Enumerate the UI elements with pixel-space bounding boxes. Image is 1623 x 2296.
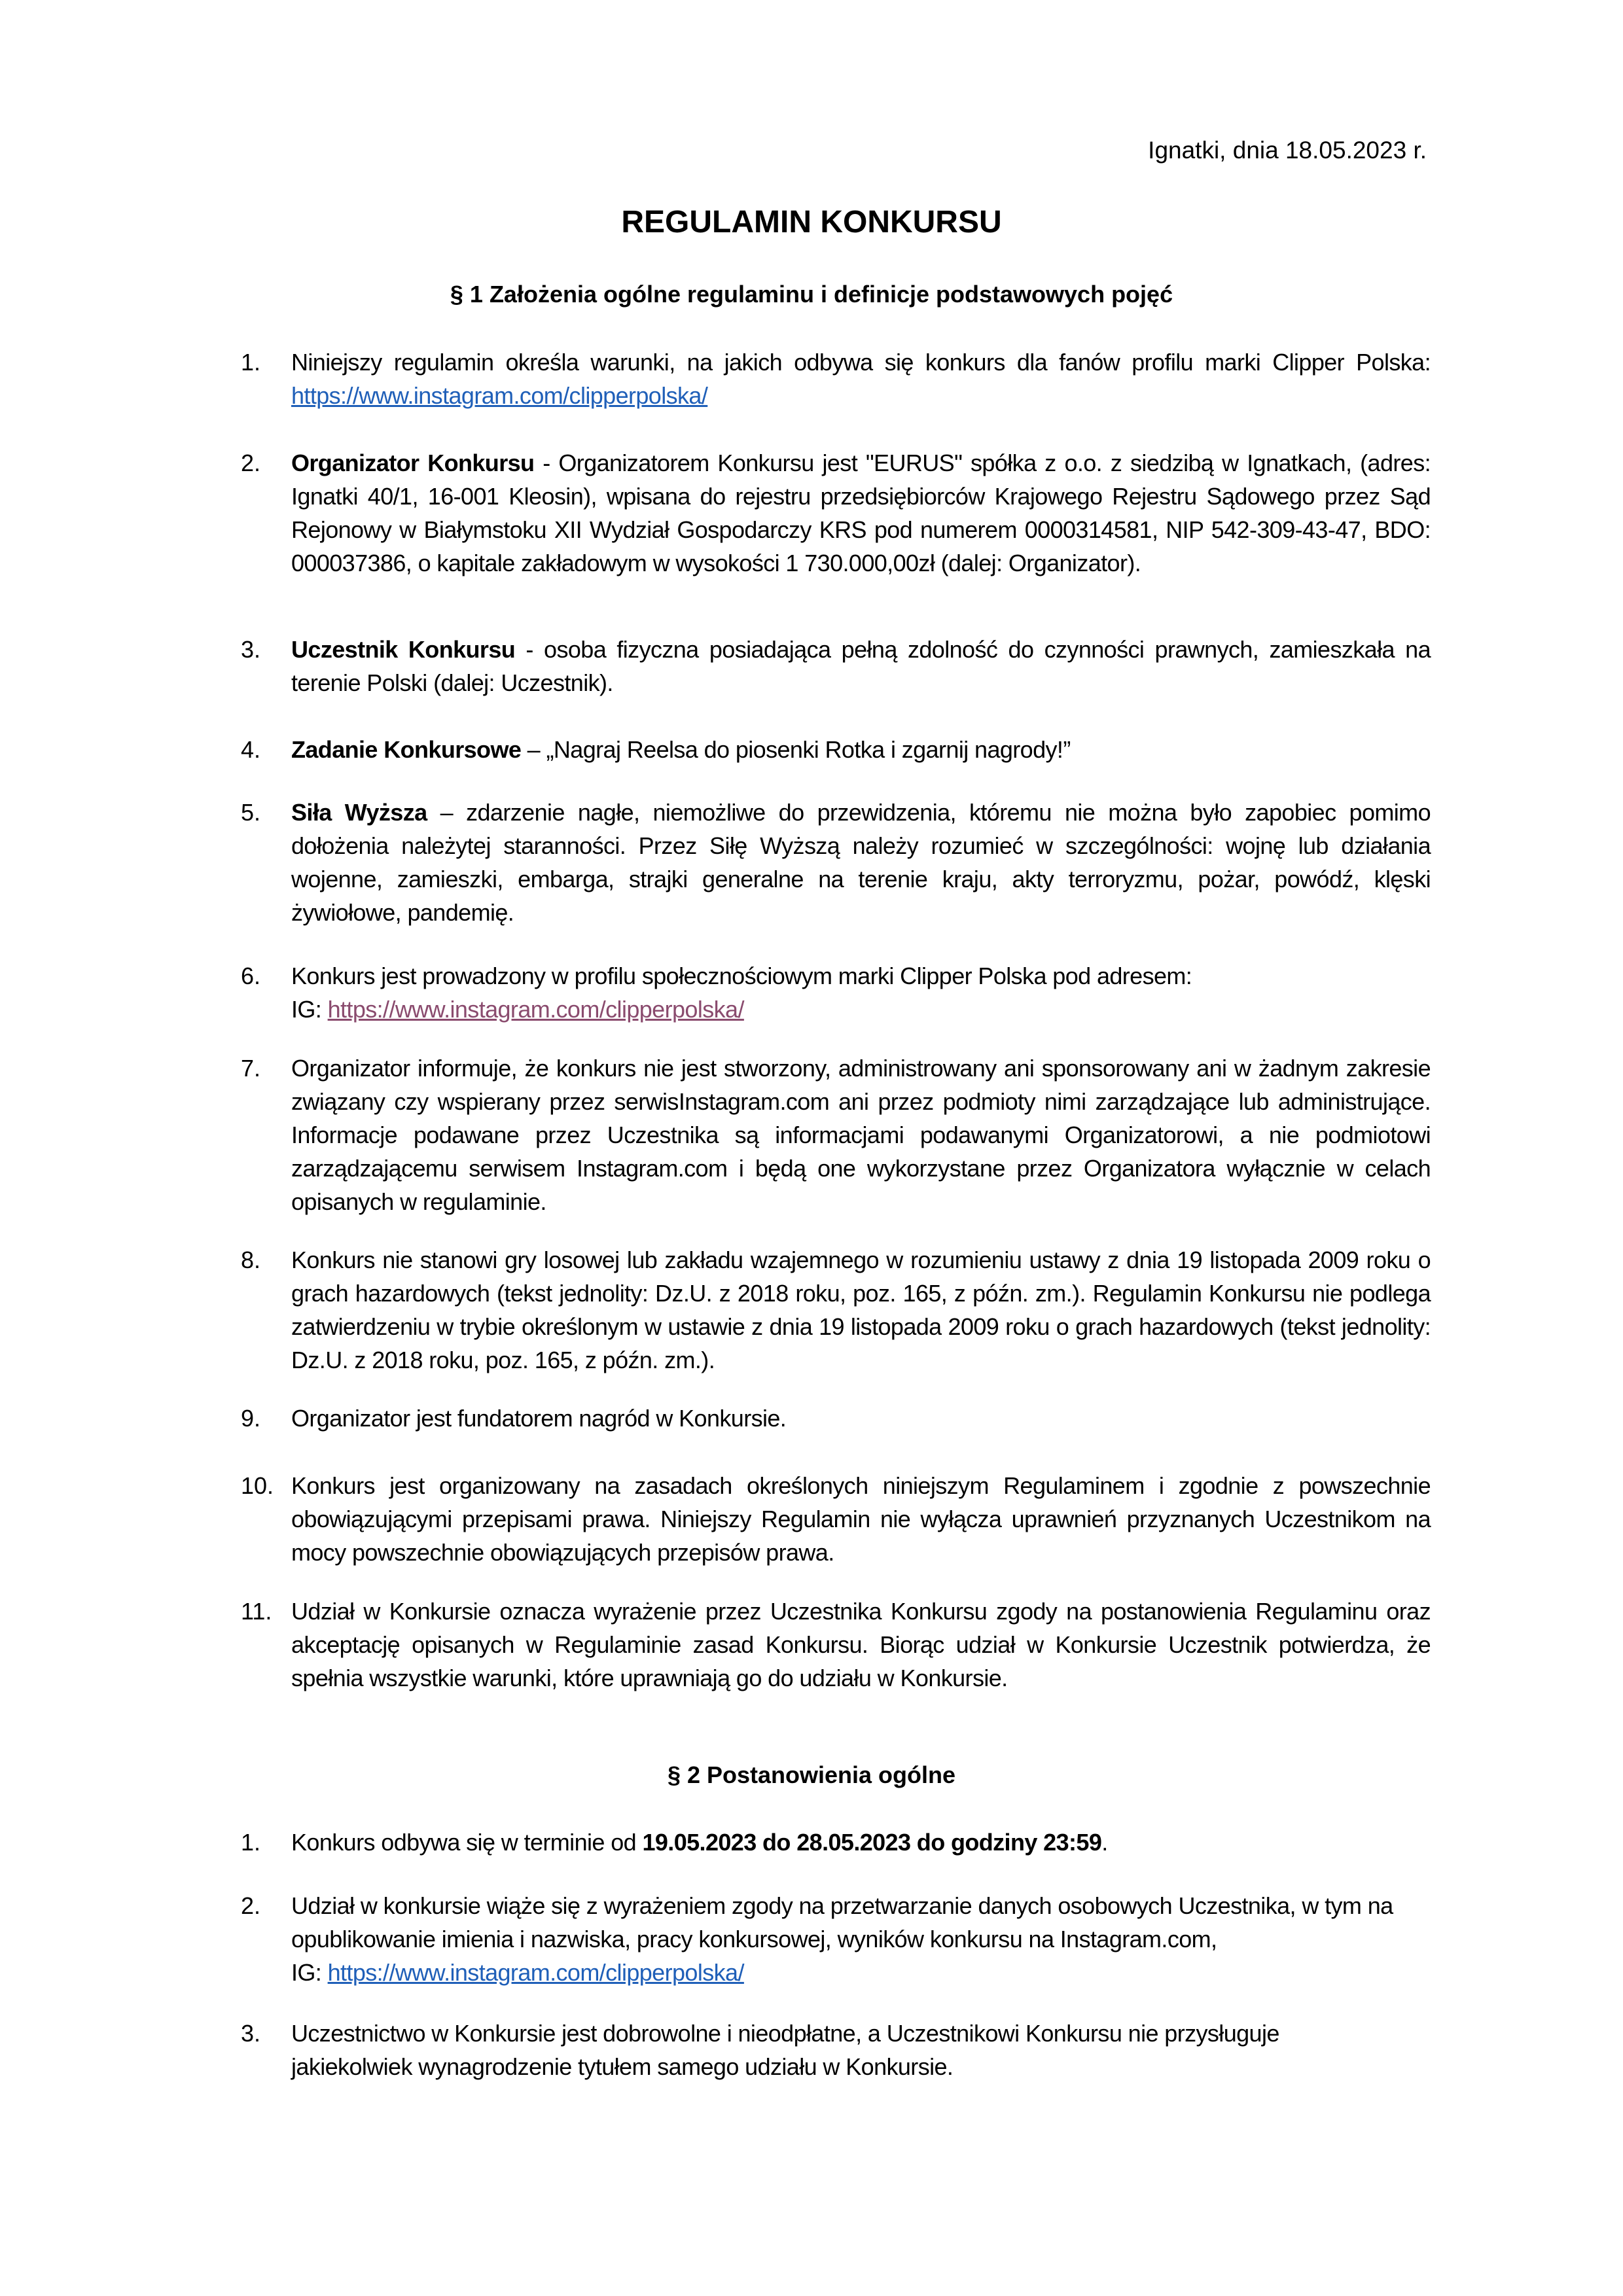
item-text: Niniejszy regulamin określa warunki, na jakich odbywa się konkurs dla fanów profilu marki Clipper Polska: https://www.instagram.com/clipperpolska/	[291, 349, 1431, 409]
place-and-date: Ignatki, dnia 18.05.2023 r.	[1148, 137, 1427, 164]
term: Uczestnik Konkursu	[291, 636, 516, 663]
item-text: Udział w konkursie wiąże się z wyrażeniem zgody na przetwarzanie danych osobowych Uczestnika, w tym na opublikowanie imienia i nazwiska, pracy konkursowej, wyników konkursu na Instagram.com, IG: https://www.instagram.com/clipperpolska/	[291, 1892, 1393, 1986]
item-number: 11.	[241, 1598, 272, 1625]
item-number: 8.	[241, 1246, 261, 1273]
section-2-heading: § 2 Postanowienia ogólne	[667, 1761, 956, 1788]
item-number: 2.	[241, 1892, 261, 1919]
item-text: Udział w Konkursie oznacza wyrażenie przez Uczestnika Konkursu zgody na postanowienia Regulaminu oraz akceptację opisanych w Regulaminie zasad Konkursu. Biorąc udział w Konkursie Uczestnik potwierdza, że spełnia wszystkie warunki, które uprawniają go do udziału w Konkursie.	[291, 1598, 1431, 1691]
document-title: REGULAMIN KONKURSU	[621, 205, 1002, 239]
item-number: 5.	[241, 799, 261, 826]
instagram-link[interactable]: https://www.instagram.com/clipperpolska/	[291, 382, 708, 409]
item-number: 10.	[241, 1472, 274, 1499]
item-text: Konkurs jest prowadzony w profilu społecznościowym marki Clipper Polska pod adresem: IG: https://www.instagram.com/clipperpolska/	[291, 963, 1192, 1023]
item-text: Organizator Konkursu - Organizatorem Konkursu jest "EURUS" spółka z o.o. z siedzibą w Ignatkach, (adres: Ignatki 40/1, 16-001 Kleosin), wpisana do rejestru przedsiębiorców Krajowego Rejestru Sądowego przez Sąd Rejonowy w Białymstoku XII Wydział Gospodarczy KRS pod numerem 0000314581, NIP 542-309-43-47, BDO: 000037386, o kapitale zakładowym w wysokości 1 730.000,00zł (dalej: Organizator).	[291, 450, 1431, 576]
item-text: Organizator jest fundatorem nagród w Konkursie.	[291, 1405, 787, 1432]
item-number: 1.	[241, 1829, 261, 1856]
item-text: Konkurs nie stanowi gry losowej lub zakładu wzajemnego w rozumieniu ustawy z dnia 19 listopada 2009 roku o grach hazardowych (tekst jednolity: Dz.U. z 2018 roku, poz. 165, z późn. zm.). Regulamin Konkursu nie podlega zatwierdzeniu w trybie określonym w ustawie z dnia 19 listopada 2009 roku o grach hazardowych (tekst jednolity: Dz.U. z 2018 roku, poz. 165, z późn. zm.).	[291, 1246, 1431, 1373]
item-text: Organizator informuje, że konkurs nie jest stworzony, administrowany ani sponsorowany ani w żadnym zakresie związany czy wspierany przez serwisInstagram.com ani przez podmioty nimi zarządzające lub administrujące. Informacje podawane przez Uczestnika są informacjami podawanymi Organizatorowi, a nie podmiotowi zarządzającemu serwisem Instagram.com i będą one wykorzystane przez Organizatora wyłącznie w celach opisanych w regulaminie.	[291, 1055, 1431, 1215]
item-text: Zadanie Konkursowe – „Nagraj Reelsa do piosenki Rotka i zgarnij nagrody!”	[291, 736, 1071, 763]
item-text: Uczestnik Konkursu - osoba fizyczna posiadająca pełną zdolność do czynności prawnych, zamieszkała na terenie Polski (dalej: Uczestnik).	[291, 636, 1431, 696]
item-number: 7.	[241, 1055, 261, 1082]
instagram-link[interactable]: https://www.instagram.com/clipperpolska/	[327, 996, 744, 1023]
item-text: Siła Wyższa – zdarzenie nagłe, niemożliwe do przewidzenia, któremu nie można było zapobiec pomimo dołożenia należytej staranności. Przez Siłę Wyższą należy rozumieć w szczególności: wojnę lub działania wojenne, zamieszki, embarga, strajki generalne na terenie kraju, akty terroryzmu, pożar, powódź, klęski żywiołowe, pandemię.	[291, 799, 1431, 926]
item-number: 3.	[241, 2020, 261, 2047]
item-number: 3.	[241, 636, 261, 663]
item-number: 1.	[241, 349, 261, 376]
item-number: 9.	[241, 1405, 261, 1432]
item-text: Uczestnictwo w Konkursie jest dobrowolne i nieodpłatne, a Uczestnikowi Konkursu nie przysługuje jakiekolwiek wynagrodzenie tytułem samego udziału w Konkursie.	[291, 2020, 1279, 2080]
item-text: Konkurs odbywa się w terminie od 19.05.2023 do 28.05.2023 do godziny 23:59.	[291, 1829, 1108, 1856]
item-number: 6.	[241, 963, 261, 989]
contest-dates: 19.05.2023 do 28.05.2023 do godziny 23:59	[642, 1829, 1102, 1856]
instagram-link[interactable]: https://www.instagram.com/clipperpolska/	[327, 1959, 744, 1986]
term: Organizator Konkursu	[291, 450, 535, 476]
term: Zadanie Konkursowe	[291, 736, 522, 763]
term: Siła Wyższa	[291, 799, 427, 826]
item-text: Konkurs jest organizowany na zasadach określonych niniejszym Regulaminem i zgodnie z powszechnie obowiązującymi przepisami prawa. Niniejszy Regulamin nie wyłącza uprawnień przyznanych Uczestnikom na mocy powszechnie obowiązujących przepisów prawa.	[291, 1472, 1431, 1566]
item-number: 2.	[241, 450, 261, 476]
section-1-heading: § 1 Założenia ogólne regulaminu i definicje podstawowych pojęć	[450, 281, 1173, 308]
item-number: 4.	[241, 736, 261, 763]
